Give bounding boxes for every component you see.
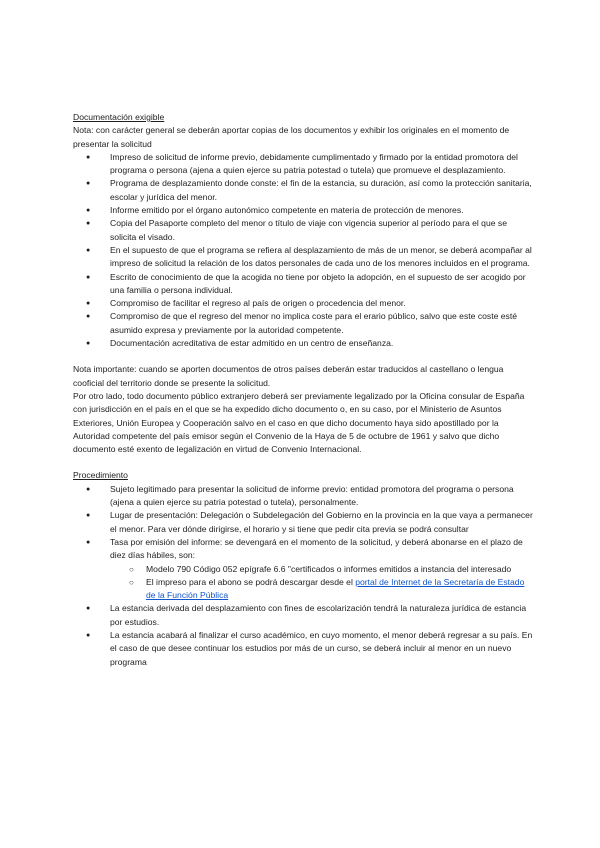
- section-heading-procedimiento: Procedimiento: [73, 470, 128, 481]
- list-item: ● La estancia derivada del desplazamiento con fines de escolarización tendrá la naturaleza jurídica de estancia por estudios.: [73, 602, 533, 629]
- sub-list-item: ○ Modelo 790 Código 052 epígrafe 6.6 "certificados o informes emitidos a instancia del interesado: [73, 563, 533, 576]
- list-item-fee: [73, 536, 533, 602]
- list-item: ● En el supuesto de que el programa se refiera al desplazamiento de más de un menor, se deberá acompañar al impreso de solicitud la relación de los datos personales de cada uno de los menores incluidos en el programa.: [73, 244, 533, 271]
- list-item: ● Lugar de presentación: Delegación o Subdelegación del Gobierno en la provincia en la que vaya a permanecer el menor. Para ver dónde dirigirse, el horario y si tiene que pedir cita previa se podrá consultar: [73, 509, 533, 536]
- portal-link[interactable]: portal de Internet de la Secretaría de Estado de la Función Pública: [146, 576, 525, 601]
- section-heading-documentacion: Documentación exigible: [73, 112, 165, 122]
- download-text: El impreso para el abono se podrá descargar desde el: [146, 576, 356, 587]
- list-item: ● Informe emitido por el órgano autonómico competente en materia de protección de menores.: [73, 204, 533, 217]
- list-item: ● Impreso de solicitud de informe previo, debidamente cumplimentado y firmado por la entidad promotora del programa o persona (ajena a quien ejerce su patria potestad o tutela) que promueve el desplazamiento.: [73, 151, 533, 178]
- required-documents-list: [73, 151, 533, 350]
- list-item: ● Programa de desplazamiento donde conste: el fin de la estancia, su duración, así como la protección sanitaria, escolar y jurídica del menor.: [73, 177, 533, 204]
- list-item: ● Copia del Pasaporte completo del menor o título de viaje con vigencia superior al período para el que se solicita el visado.: [73, 217, 533, 244]
- fee-text: Tasa por emisión del informe: se devengará en el momento de la solicitud, y deberá abonarse en el plazo de diez días hábiles, son:: [110, 536, 523, 561]
- note-important: Nota importante: cuando se aporten documentos de otros países deberán estar traducidos al castellano o lengua cooficial del territorio donde se presente la solicitud.: [73, 364, 504, 388]
- fee-sublist: [73, 563, 533, 603]
- sub-list-item: [73, 576, 533, 603]
- document-body: [73, 111, 533, 669]
- legalization-paragraph: Por otro lado, todo documento público extranjero deberá ser previamente legalizado por la Oficina consular de España con jurisdicción en el país en el que se ha expedido dicho documento o, en su caso, por el Ministerio de Asuntos Exteriores, Unión Europea y Cooperación salvo en el caso en que dicho documento haya sido apostillado por la Autoridad competente del país emisor según el Convenio de la Haya de 5 de octubre de 1961 y salvo que dicho documento esté exento de legalización en virtud de Convenio Internacional.: [73, 390, 525, 455]
- list-item: ● Documentación acreditativa de estar admitido en un centro de enseñanza.: [73, 337, 533, 350]
- list-item: ● Compromiso de que el regreso del menor no implica coste para el erario público, salvo que este coste esté asumido expresa y previamente por la autoridad competente.: [73, 310, 533, 337]
- procedure-list: [73, 483, 533, 669]
- list-item: ● La estancia acabará al finalizar el curso académico, en cuyo momento, el menor deberá regresar a su país. En el caso de que desee continuar los estudios por más de un curso, se deberá incluir al menor en un nuevo programa: [73, 629, 533, 669]
- list-item: ● Compromiso de facilitar el regreso al país de origen o procedencia del menor.: [73, 297, 533, 310]
- list-item: ● Escrito de conocimiento de que la acogida no tiene por objeto la adopción, en el supuesto de ser acogido por una familia o persona individual.: [73, 271, 533, 298]
- note-general: Nota: con carácter general se deberán aportar copias de los documentos y exhibir los originales en el momento de presentar la solicitud: [73, 125, 510, 149]
- list-item: ● Sujeto legitimado para presentar la solicitud de informe previo: entidad promotora del programa o persona (ajena a quien ejerce su patria potestad o tutela), personalmente.: [73, 483, 533, 510]
